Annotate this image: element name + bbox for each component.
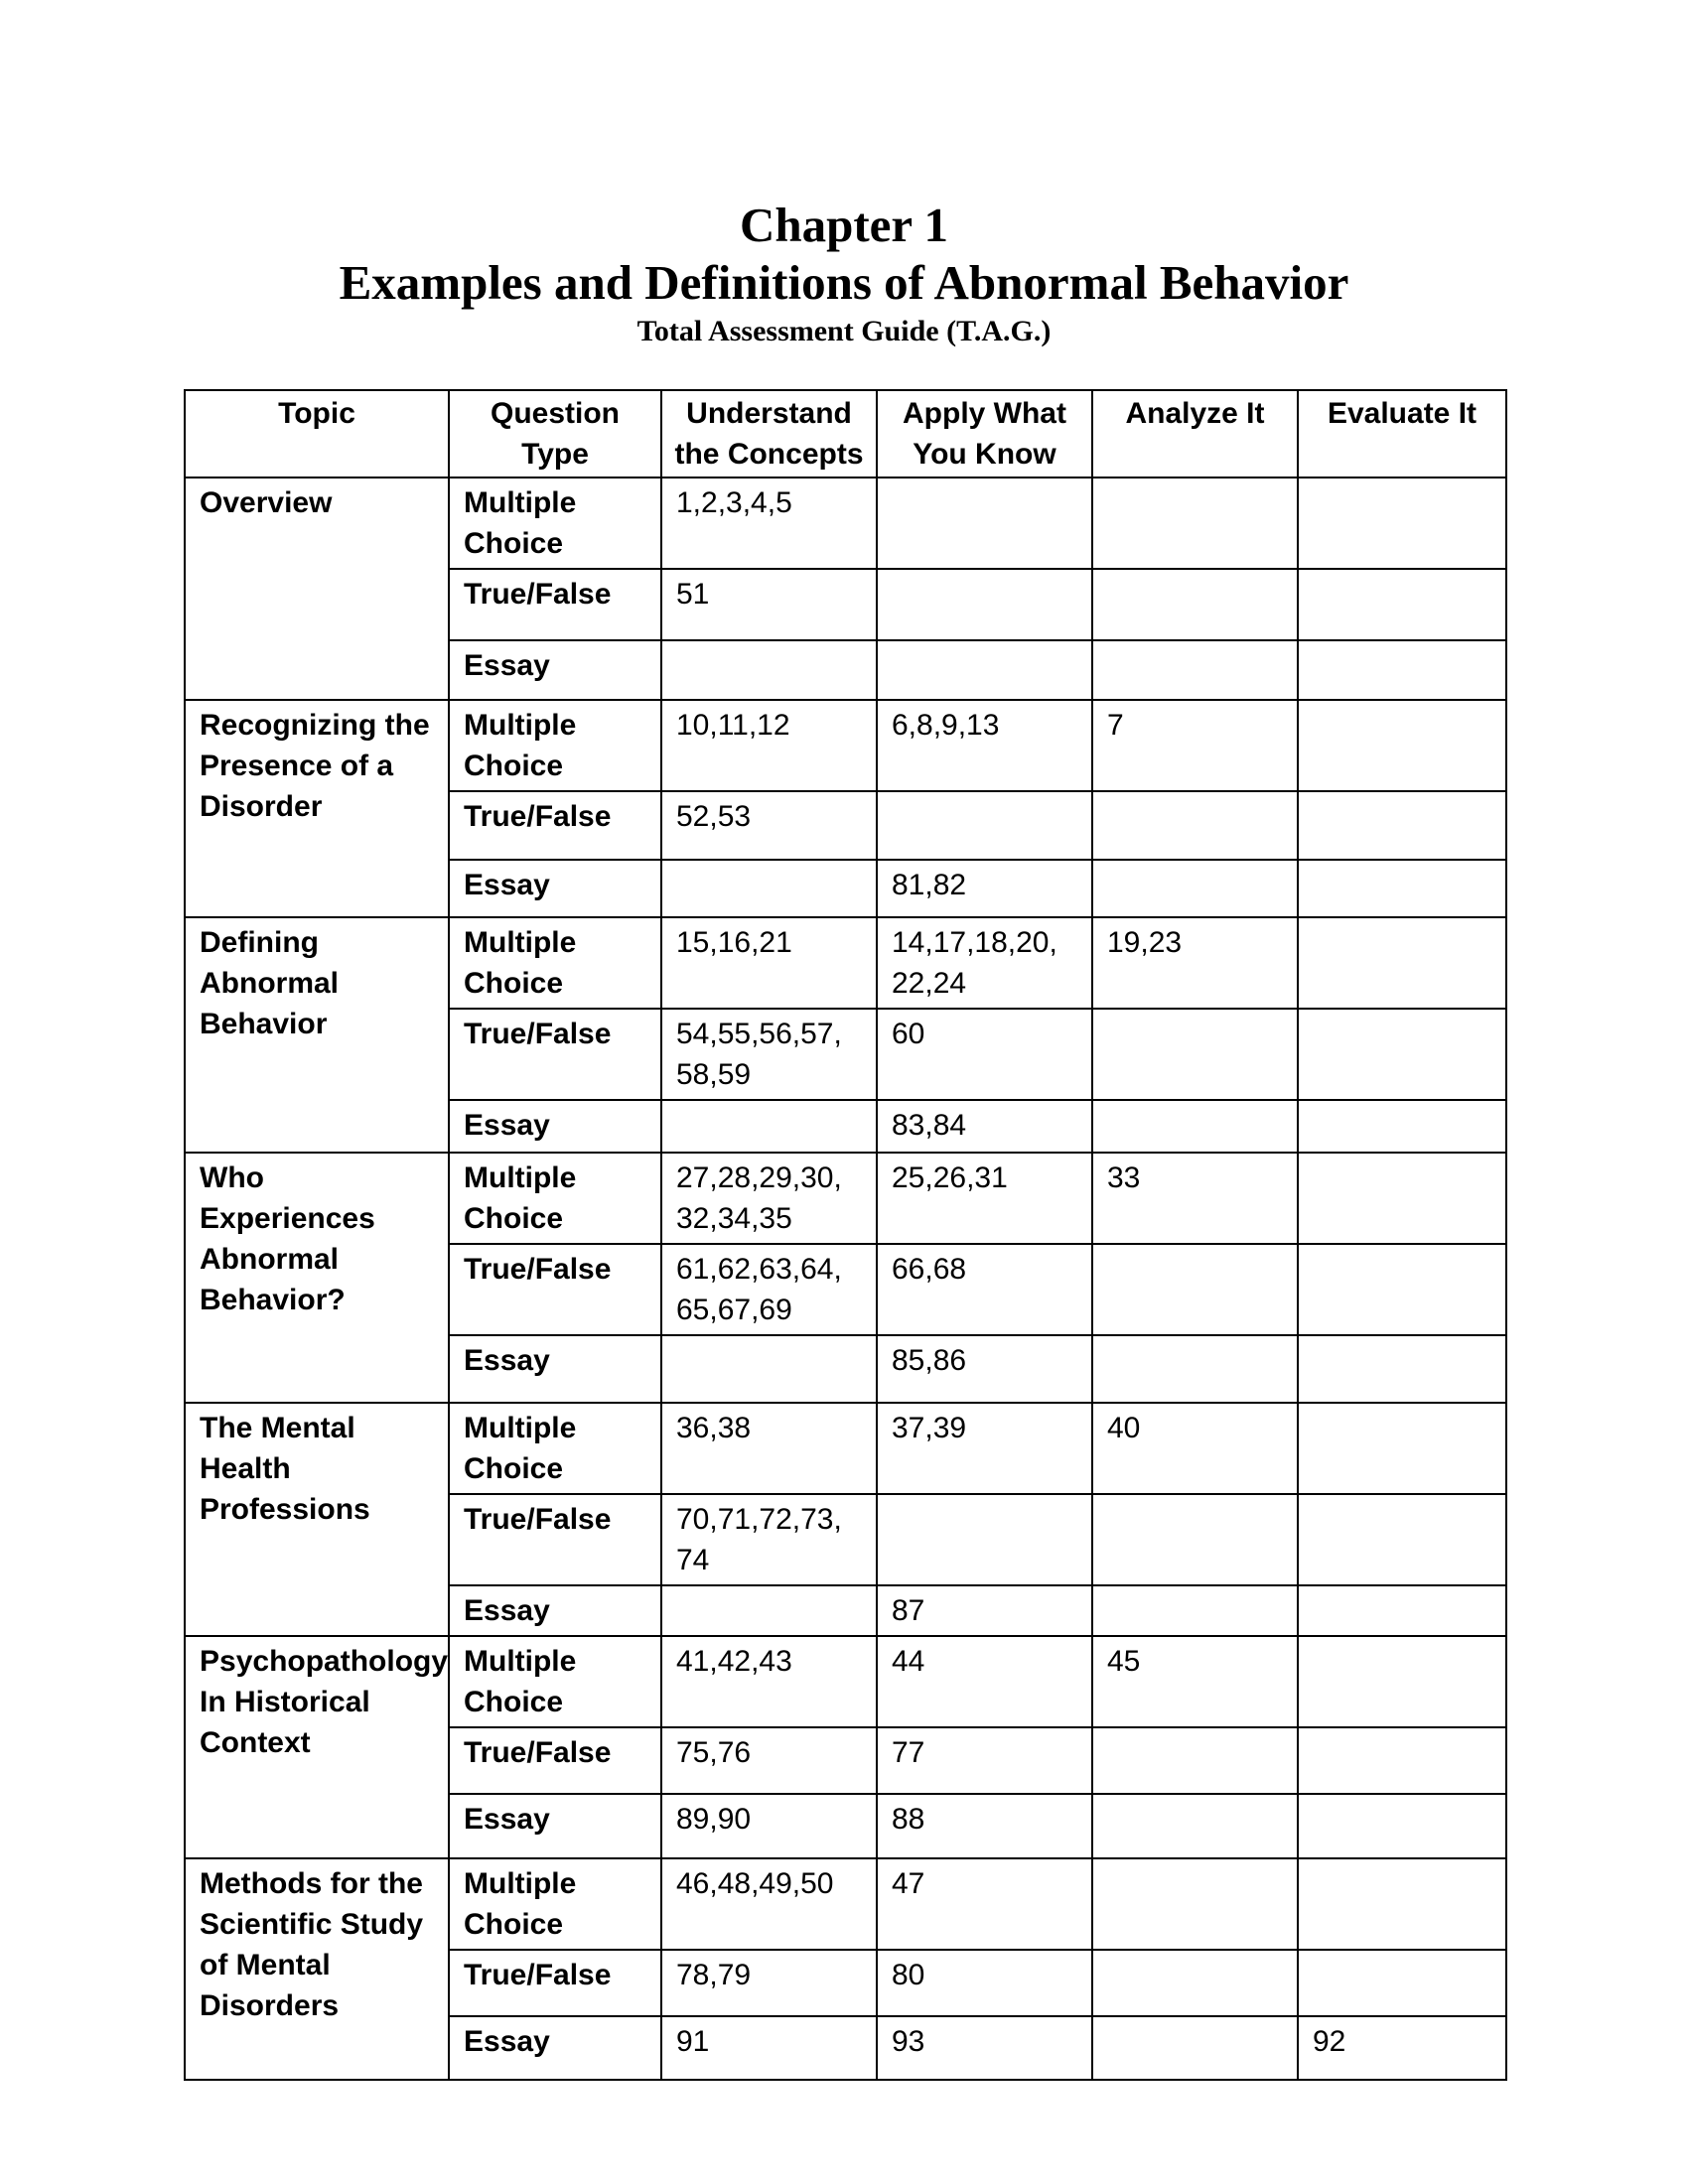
- question-type-cell: True/False: [449, 1950, 661, 2016]
- evaluate-cell: 92: [1298, 2016, 1506, 2080]
- apply-cell: [877, 1494, 1092, 1585]
- understand-cell: 54,55,56,57, 58,59: [661, 1009, 877, 1100]
- understand-cell: 27,28,29,30, 32,34,35: [661, 1153, 877, 1244]
- evaluate-cell: [1298, 1009, 1506, 1100]
- assessment-guide-table: [184, 389, 1507, 2081]
- evaluate-cell: [1298, 1794, 1506, 1858]
- column-header-apply: Apply What You Know: [877, 390, 1092, 478]
- apply-cell: 83,84: [877, 1100, 1092, 1153]
- question-type-cell: Essay: [449, 1100, 661, 1153]
- understand-cell: 36,38: [661, 1403, 877, 1494]
- understand-cell: [661, 1585, 877, 1636]
- apply-cell: [877, 478, 1092, 569]
- question-type-cell: True/False: [449, 1244, 661, 1335]
- understand-cell: [661, 1100, 877, 1153]
- understand-cell: 70,71,72,73, 74: [661, 1494, 877, 1585]
- evaluate-cell: [1298, 1585, 1506, 1636]
- question-type-cell: True/False: [449, 1009, 661, 1100]
- question-type-cell: Multiple Choice: [449, 1858, 661, 1950]
- question-type-cell: True/False: [449, 791, 661, 860]
- apply-cell: 66,68: [877, 1244, 1092, 1335]
- question-type-cell: Essay: [449, 2016, 661, 2080]
- understand-cell: 15,16,21: [661, 917, 877, 1009]
- evaluate-cell: [1298, 1244, 1506, 1335]
- topic-cell: Recognizing the Presence of a Disorder: [185, 700, 449, 917]
- topic-cell: Psychopathology In Historical Context: [185, 1636, 449, 1858]
- question-type-cell: Essay: [449, 1335, 661, 1403]
- topic-cell: The Mental Health Professions: [185, 1403, 449, 1636]
- question-type-cell: Essay: [449, 1794, 661, 1858]
- table-body: [185, 478, 1506, 2080]
- evaluate-cell: [1298, 700, 1506, 791]
- understand-cell: [661, 860, 877, 917]
- analyze-cell: [1092, 478, 1298, 569]
- chapter-subtitle: Total Assessment Guide (T.A.G.): [636, 315, 1052, 347]
- topic-cell: Methods for the Scientific Study of Mental Disorders: [185, 1858, 449, 2080]
- understand-cell: 51: [661, 569, 877, 640]
- analyze-cell: [1092, 1009, 1298, 1100]
- analyze-cell: [1092, 1100, 1298, 1153]
- topic-cell: Defining Abnormal Behavior: [185, 917, 449, 1153]
- evaluate-cell: [1298, 1858, 1506, 1950]
- question-type-cell: Multiple Choice: [449, 1153, 661, 1244]
- understand-cell: [661, 640, 877, 700]
- table-row: [185, 1153, 1506, 1244]
- table-row: [185, 700, 1506, 791]
- column-header-evaluate: Evaluate It: [1298, 390, 1506, 478]
- understand-cell: 75,76: [661, 1727, 877, 1794]
- analyze-cell: [1092, 1494, 1298, 1585]
- understand-cell: 91: [661, 2016, 877, 2080]
- apply-cell: 80: [877, 1950, 1092, 2016]
- chapter-heading: Chapter 1: [739, 198, 949, 252]
- evaluate-cell: [1298, 1100, 1506, 1153]
- evaluate-cell: [1298, 478, 1506, 569]
- apply-cell: 37,39: [877, 1403, 1092, 1494]
- apply-cell: 6,8,9,13: [877, 700, 1092, 791]
- analyze-cell: [1092, 2016, 1298, 2080]
- column-header-understand: Understand the Concepts: [661, 390, 877, 478]
- table-row: [185, 1403, 1506, 1494]
- understand-cell: [661, 1335, 877, 1403]
- evaluate-cell: [1298, 1636, 1506, 1727]
- apply-cell: 60: [877, 1009, 1092, 1100]
- question-type-cell: True/False: [449, 1727, 661, 1794]
- question-type-cell: Multiple Choice: [449, 478, 661, 569]
- apply-cell: 87: [877, 1585, 1092, 1636]
- analyze-cell: [1092, 860, 1298, 917]
- understand-cell: 46,48,49,50: [661, 1858, 877, 1950]
- evaluate-cell: [1298, 860, 1506, 917]
- understand-cell: 10,11,12: [661, 700, 877, 791]
- question-type-cell: Essay: [449, 1585, 661, 1636]
- question-type-cell: Essay: [449, 640, 661, 700]
- apply-cell: 85,86: [877, 1335, 1092, 1403]
- understand-cell: 61,62,63,64, 65,67,69: [661, 1244, 877, 1335]
- apply-cell: 88: [877, 1794, 1092, 1858]
- question-type-cell: Multiple Choice: [449, 700, 661, 791]
- table-row: [185, 478, 1506, 569]
- apply-cell: 93: [877, 2016, 1092, 2080]
- analyze-cell: [1092, 1950, 1298, 2016]
- question-type-cell: Multiple Choice: [449, 917, 661, 1009]
- evaluate-cell: [1298, 791, 1506, 860]
- apply-cell: 81,82: [877, 860, 1092, 917]
- understand-cell: 52,53: [661, 791, 877, 860]
- analyze-cell: [1092, 791, 1298, 860]
- analyze-cell: [1092, 569, 1298, 640]
- analyze-cell: 40: [1092, 1403, 1298, 1494]
- evaluate-cell: [1298, 1153, 1506, 1244]
- question-type-cell: Multiple Choice: [449, 1636, 661, 1727]
- column-header-analyze: Analyze It: [1092, 390, 1298, 478]
- title-block: [0, 197, 1688, 351]
- analyze-cell: [1092, 1244, 1298, 1335]
- apply-cell: [877, 791, 1092, 860]
- evaluate-cell: [1298, 569, 1506, 640]
- column-header-question-type: Question Type: [449, 390, 661, 478]
- evaluate-cell: [1298, 1950, 1506, 2016]
- evaluate-cell: [1298, 1403, 1506, 1494]
- apply-cell: 77: [877, 1727, 1092, 1794]
- evaluate-cell: [1298, 1335, 1506, 1403]
- analyze-cell: 19,23: [1092, 917, 1298, 1009]
- table-row: [185, 1858, 1506, 1950]
- analyze-cell: [1092, 1585, 1298, 1636]
- analyze-cell: [1092, 1794, 1298, 1858]
- evaluate-cell: [1298, 1727, 1506, 1794]
- analyze-cell: [1092, 1335, 1298, 1403]
- table-header-row: [185, 390, 1506, 478]
- evaluate-cell: [1298, 917, 1506, 1009]
- evaluate-cell: [1298, 1494, 1506, 1585]
- apply-cell: [877, 640, 1092, 700]
- analyze-cell: [1092, 1858, 1298, 1950]
- topic-cell: Overview: [185, 478, 449, 700]
- understand-cell: 78,79: [661, 1950, 877, 2016]
- apply-cell: 14,17,18,20, 22,24: [877, 917, 1092, 1009]
- apply-cell: 47: [877, 1858, 1092, 1950]
- topic-cell: Who Experiences Abnormal Behavior?: [185, 1153, 449, 1403]
- table-row: [185, 1636, 1506, 1727]
- analyze-cell: [1092, 1727, 1298, 1794]
- column-header-topic: Topic: [185, 390, 449, 478]
- chapter-title: Examples and Definitions of Abnormal Behavior: [339, 255, 1349, 310]
- question-type-cell: True/False: [449, 569, 661, 640]
- table-row: [185, 917, 1506, 1009]
- understand-cell: 89,90: [661, 1794, 877, 1858]
- analyze-cell: 33: [1092, 1153, 1298, 1244]
- understand-cell: 1,2,3,4,5: [661, 478, 877, 569]
- analyze-cell: 45: [1092, 1636, 1298, 1727]
- apply-cell: [877, 569, 1092, 640]
- question-type-cell: True/False: [449, 1494, 661, 1585]
- apply-cell: 25,26,31: [877, 1153, 1092, 1244]
- question-type-cell: Multiple Choice: [449, 1403, 661, 1494]
- question-type-cell: Essay: [449, 860, 661, 917]
- apply-cell: 44: [877, 1636, 1092, 1727]
- understand-cell: 41,42,43: [661, 1636, 877, 1727]
- evaluate-cell: [1298, 640, 1506, 700]
- analyze-cell: 7: [1092, 700, 1298, 791]
- analyze-cell: [1092, 640, 1298, 700]
